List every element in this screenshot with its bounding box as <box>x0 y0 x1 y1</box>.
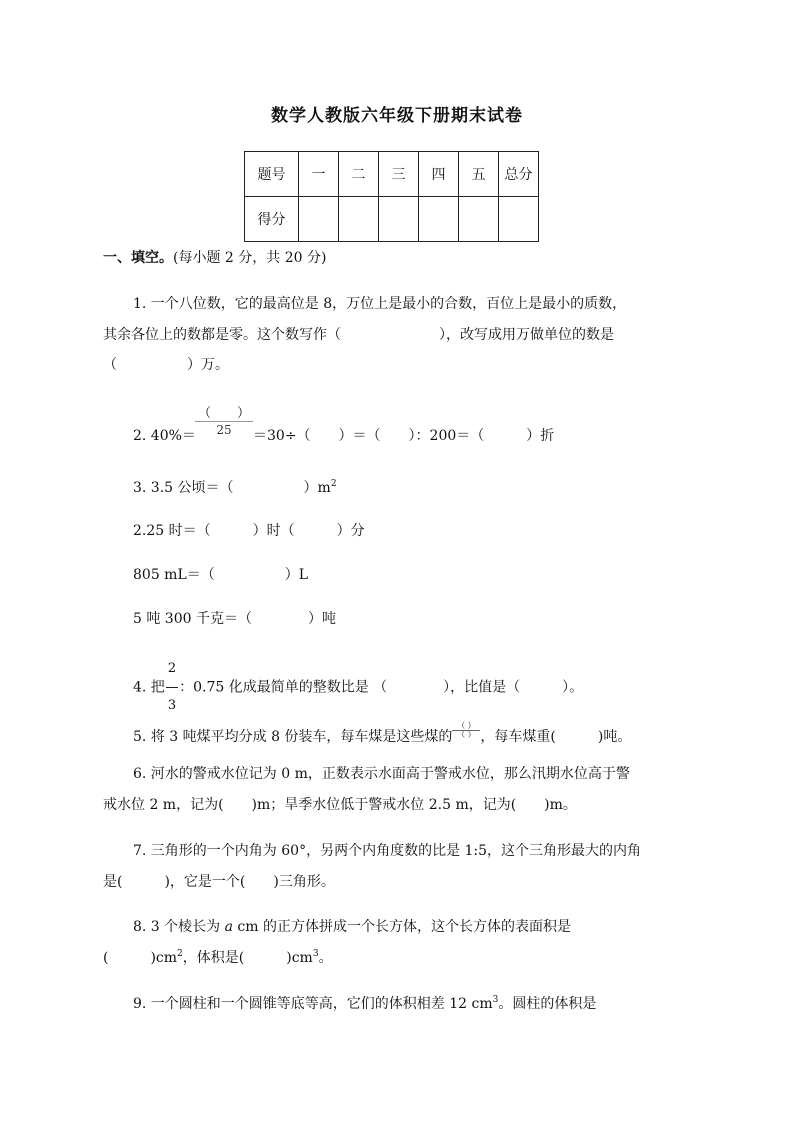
q2-fraction-denominator: 25 <box>216 423 232 437</box>
q5-fraction <box>452 722 480 739</box>
q4-fraction-denominator: 3 <box>167 698 177 713</box>
q8-volume-sup: 3 <box>312 949 319 959</box>
q4-fraction-numerator: 2 <box>166 652 178 688</box>
score-cell-header: 五 <box>459 152 499 197</box>
score-cell-header: 二 <box>339 152 379 197</box>
q8-line1 <box>133 920 571 934</box>
q3-line-d: 5 吨 300 千克＝（ ）吨 <box>133 611 336 627</box>
q3-line-c: 805 mL＝（ ）L <box>133 567 309 583</box>
q8-area-blank: ( )cm <box>103 950 178 966</box>
score-cell-blank[interactable] <box>459 197 499 242</box>
q1-line3: （ ）万。 <box>103 357 229 373</box>
q1-line2: 其余各位上的数都是零。这个数写作（ ），改写成用万做单位的数是 <box>103 327 614 343</box>
score-table <box>244 151 539 242</box>
score-cell-header: 一 <box>299 152 339 197</box>
q2-suffix: ＝30÷（ ）＝（ ）：200＝（ ）折 <box>253 428 555 444</box>
score-cell-header: 总分 <box>499 152 539 197</box>
page-title: 数学人教版六年级下册期末试卷 <box>271 106 523 126</box>
score-cell-blank[interactable] <box>419 197 459 242</box>
section-heading-note: (每小题 2 分，共 20 分) <box>173 250 327 266</box>
q4-suffix: ：0.75 化成最简单的整数比是 （ ），比值是（ ）。 <box>179 679 584 696</box>
score-cell-header: 三 <box>379 152 419 197</box>
score-table-score-row <box>245 197 539 242</box>
q7-line2: 是( )，它是一个( )三角形。 <box>103 874 335 890</box>
q9-line1 <box>133 996 596 1011</box>
q9-line1-end: 。圆柱的体积是 <box>498 996 597 1012</box>
q8-area-sup: 2 <box>177 949 183 959</box>
q5-fraction-numerator: （ ） <box>452 722 480 731</box>
score-cell-label: 题号 <box>245 152 299 197</box>
q2-prefix: 2. 40%＝ <box>133 428 196 444</box>
q3-a-superscript: 2 <box>330 479 337 489</box>
q6-line1: 6. 河水的警戒水位记为 0 m，正数表示水面高于警戒水位，那么汛期水位高于警 <box>133 766 630 782</box>
q4-fraction <box>166 652 178 723</box>
q8-line2 <box>103 950 333 965</box>
q8-line2-end: 。 <box>318 950 333 966</box>
q9-sup: 3 <box>492 995 499 1005</box>
score-cell-blank[interactable] <box>339 197 379 242</box>
score-table-header-row <box>245 152 539 197</box>
q3-line-b: 2.25 时＝（ ）时（ ）分 <box>133 523 365 539</box>
q3-line-a <box>133 480 337 495</box>
section-heading <box>103 251 326 265</box>
q5-line <box>133 722 631 744</box>
q4-line <box>133 652 583 723</box>
q9-line1-start: 9. 一个圆柱和一个圆锥等底等高，它们的体积相差 12 cm <box>133 996 493 1012</box>
q5-prefix: 5. 将 3 吨煤平均分成 8 份装车，每车煤是这些煤的 <box>133 729 453 745</box>
q8-line1-start: 8. 3 个棱长为 <box>133 919 225 935</box>
q8-variable: a <box>224 919 233 935</box>
q6-line2: 戒水位 2 m，记为( )m；旱季水位低于警戒水位 2.5 m，记为( )m。 <box>103 797 577 813</box>
q3-a-text: 3. 3.5 公顷＝（ ）m <box>133 480 331 496</box>
q1-line1: 1. 一个八位数，它的最高位是 8，万位上是最小的合数，百位上是最小的质数， <box>133 296 627 312</box>
q5-suffix: ，每车煤重( )吨。 <box>480 729 632 745</box>
score-cell-blank[interactable] <box>379 197 419 242</box>
q8-line1-end: cm 的正方体拼成一个长方体，这个长方体的表面积是 <box>232 919 571 935</box>
q4-prefix: 4. 把 <box>133 679 165 696</box>
score-cell-header: 四 <box>419 152 459 197</box>
section-heading-label: 一、填空。 <box>103 250 173 266</box>
score-cell-blank[interactable] <box>499 197 539 242</box>
score-cell-blank[interactable] <box>299 197 339 242</box>
q8-volume-blank: ，体积是( )cm <box>182 950 313 966</box>
q5-fraction-denominator: （ ） <box>457 730 476 739</box>
score-cell-label: 得分 <box>245 197 299 242</box>
q2-fraction-numerator: （ ） <box>195 406 253 422</box>
q2-fraction <box>195 406 253 438</box>
q7-line1: 7. 三角形的一个内角为 60°，另两个内角度数的比是 1:5，这个三角形最大的内角 <box>133 843 642 859</box>
